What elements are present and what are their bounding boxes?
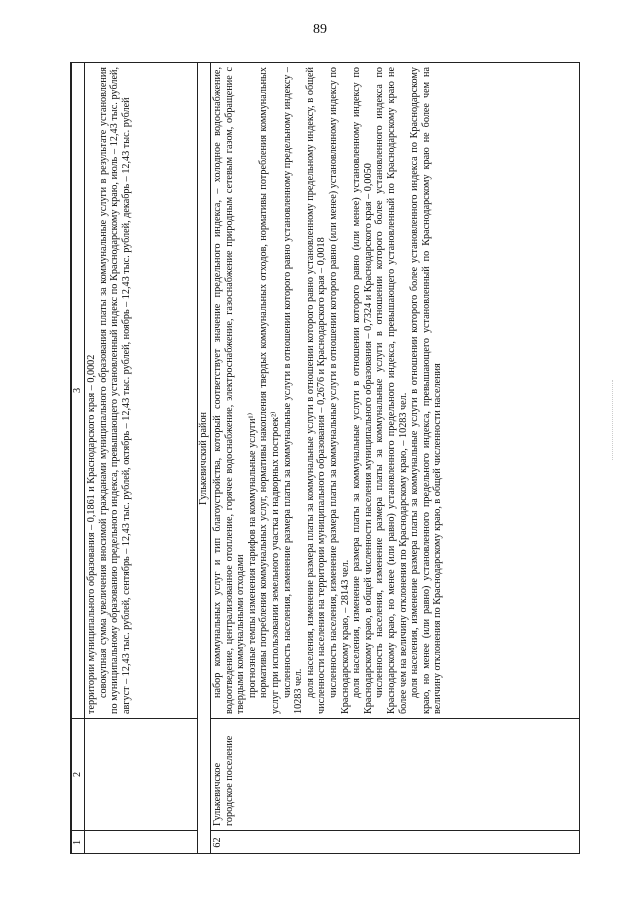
table-row	[211, 63, 581, 855]
scan-artifact	[612, 380, 619, 460]
row-paragraph: доля населения, изменение размера платы за коммунальные услуги в отношении которого более установленного индекса по Краснодарскому краю, но менее (или равно) установленного предельного индекса, превышающего установленный по Краснодарскому краю не более чем на величину отклонения по Краснодарскому краю, в общей численности населения	[409, 67, 444, 714]
district-row	[198, 63, 211, 855]
row-paragraph: численность населения, изменение размера платы за коммунальные услуги в отношении которого равно установленному предельному индексу – 10283 чел.	[281, 67, 305, 714]
row-paragraph: доля населения, изменение размера платы за коммунальные услуги в отношении которого равно (или менее) установленному индексу по Краснодарскому краю, в общей численности населения муниципального образования – 0,7324 и Краснодарского края – 0,0050	[351, 67, 374, 714]
row-paragraph: численность населения, изменение размера платы за коммунальные услуги в отношении которого равно (или менее) установленному индексу по Краснодарскому краю, – 28143 чел.	[327, 67, 351, 714]
continuation-row	[85, 63, 198, 855]
rotated-table-frame	[70, 62, 580, 854]
rotated-table	[71, 63, 580, 854]
row-paragraph: численность населения, изменение размера платы за коммунальные услуги в отношении которого более установленного индекса по Краснодарскому краю, но менее (или равно) установленного предельного индекса, превышающего установленный по Краснодарскому краю не более чем на величину отклонения по Краснодарскому краю, – 10283 чел.	[374, 67, 409, 714]
header-col-2: 2	[72, 719, 85, 831]
header-col-1: 1	[72, 831, 85, 855]
header-col-3: 3	[72, 63, 85, 719]
data-table	[71, 62, 580, 854]
continuation-line-2: совокупная сумма увеличения вносимой гражданами муниципального образования платы за коммунальные услуги в результате установления по муниципальному образованию предельного индекса, превышающего установленный индекс по Краснодарскому краю, июль – 12,43 тыс. рублей, август – 12,43 тыс. рублей, сентябрь – 12,43 тыс. рублей, октябрь – 12,43 тыс. рублей, ноябрь – 12,43 тыс. рублей, декабрь – 12,43 тыс. рублей	[97, 67, 132, 714]
row-paragraph: прогнозные темпы изменения тарифов на коммунальные услуги¹⁾	[246, 412, 258, 698]
row-municipality: Гулькевичское городское поселение	[211, 719, 581, 831]
continuation-text-cell	[85, 63, 198, 719]
header-row	[72, 63, 85, 855]
page-number: 89	[313, 22, 327, 37]
continuation-num-cell	[85, 831, 198, 855]
row-paragraph: доля населения, изменение размера платы за коммунальные услуги в отношении которого равно установленному предельному индексу, в общей численности населения на территории муниципального образования – 0,2676 и Краснодарского края – 0,0018	[304, 67, 328, 714]
continuation-line-1: территории муниципального образования – 0,1861 и Краснодарского края – 0,0002	[86, 354, 97, 714]
district-title: Гулькевичский район	[198, 63, 211, 855]
row-description	[211, 63, 581, 719]
row-number: 62	[211, 831, 581, 855]
continuation-name-cell	[85, 719, 198, 831]
row-paragraph: набор коммунальных услуг и тип благоустройства, который соответствует значение предельного индекса, – холодное водоснабжение, водоотведение, централизованное отопление, горячее водоснабжение, электроснабжение, газоснабжение природным сетевым газом, обращение с твердыми коммунальными отходами	[212, 67, 247, 714]
row-paragraph: нормативы потребления коммунальных услуг, нормативы накопления твердых коммунальных отходов, нормативы потребления коммунальных услуг при использовании земельного участка и надворных построек²⁾	[258, 67, 281, 714]
